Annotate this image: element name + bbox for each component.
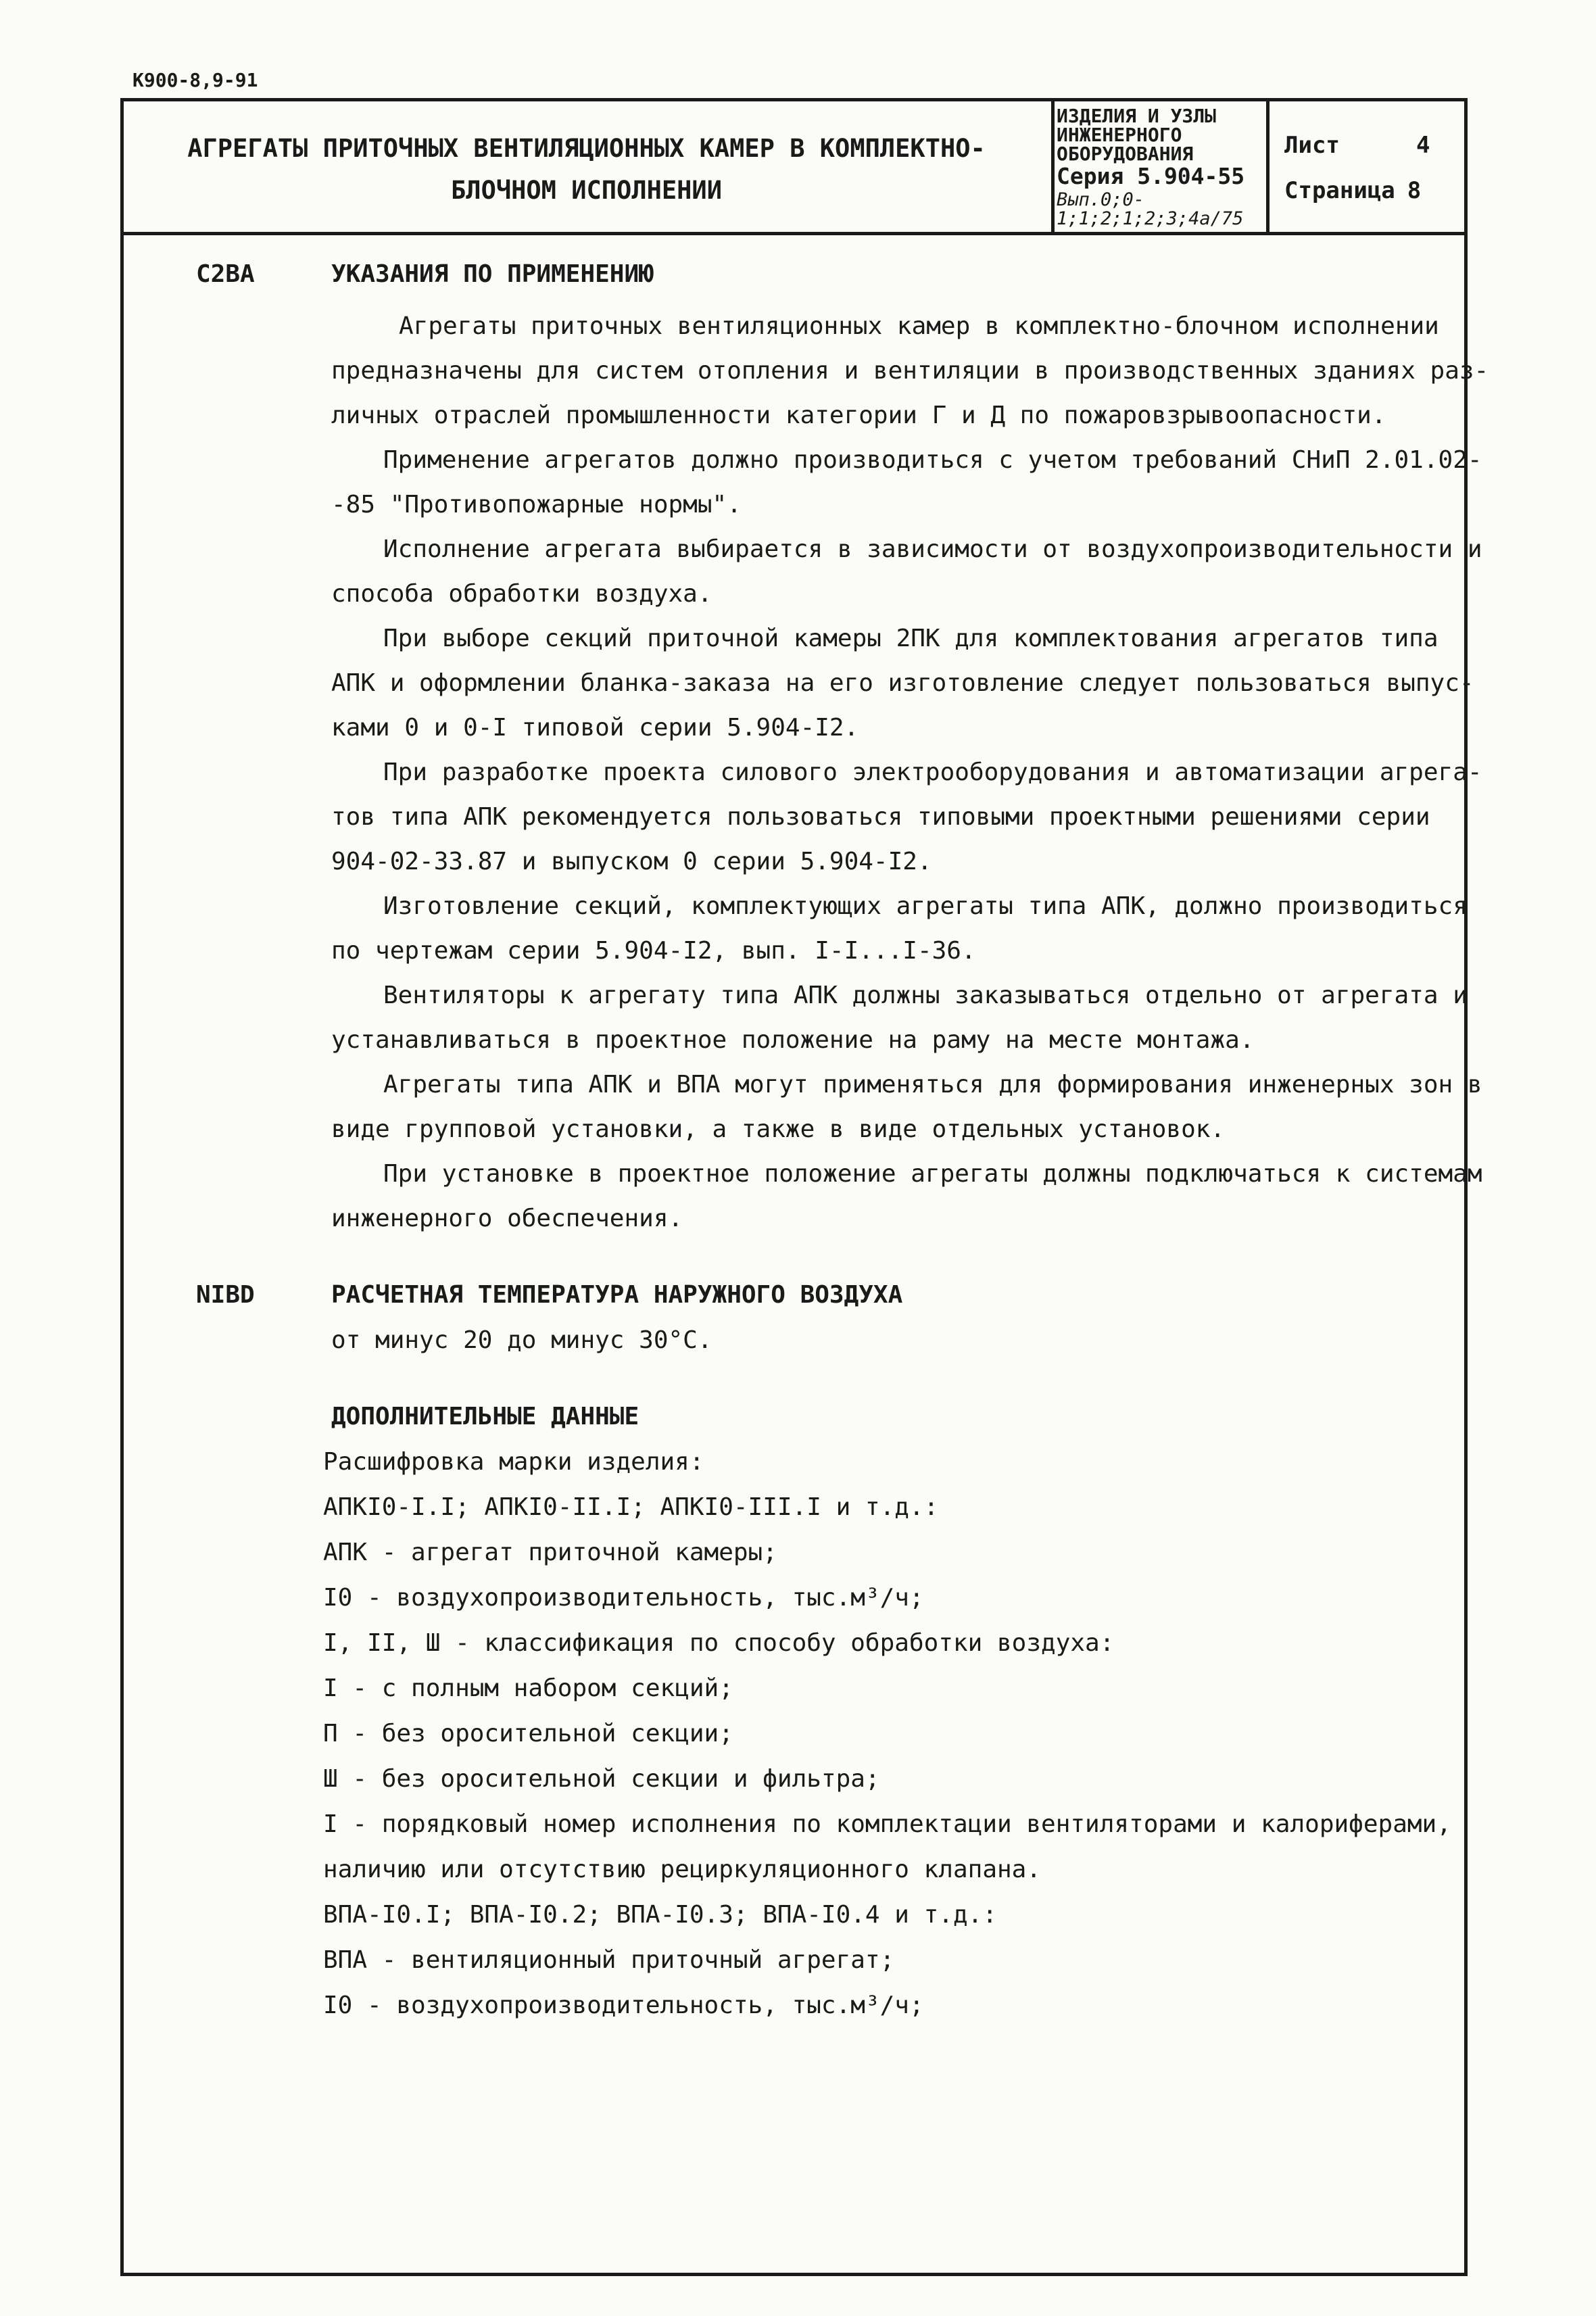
text-line: Агрегаты типа АПК и ВПА могут применяться для формирования инженерных зон в: [383, 1071, 1482, 1099]
section-heading-temperature: РАСЧЕТНАЯ ТЕМПЕРАТУРА НАРУЖНОГО ВОЗДУХА: [331, 1281, 903, 1309]
text-line: Расшифровка марки изделия:: [323, 1448, 704, 1476]
series-line: ИНЖЕНЕРНОГО: [1057, 124, 1182, 146]
text-line: -85 "Противопожарные нормы".: [331, 491, 742, 518]
document-code: К900-8,9-91: [132, 69, 258, 91]
title-block-divider-2: [1266, 98, 1269, 235]
page-label: Страница: [1284, 177, 1395, 204]
sheet-value: 4: [1416, 132, 1430, 159]
text-line: от минус 20 до минус 30°С.: [331, 1326, 712, 1354]
text-line: П - без оросительной секции;: [323, 1720, 733, 1747]
text-line: Ш - без оросительной секции и фильтра;: [323, 1765, 880, 1793]
sheet-label: Лист: [1284, 132, 1340, 159]
series-issues: Вып.0;0-1;1;2;1;2;3;4а/75: [1057, 189, 1244, 229]
text-line: Изготовление секций, комплектующих агрегаты типа АПК, должно производиться: [383, 892, 1468, 920]
section-heading-additional: ДОПОЛНИТЕЛЬНЫЕ ДАННЫЕ: [331, 1403, 639, 1430]
text-line: тов типа АПК рекомендуется пользоваться типовыми проектными решениями серии: [331, 803, 1430, 831]
text-line: АПК - агрегат приточной камеры;: [323, 1539, 777, 1566]
text-line: Агрегаты приточных вентиляционных камер в комплектно-блочном исполнении: [399, 312, 1439, 340]
text-line: ками 0 и 0-I типовой серии 5.904-I2.: [331, 714, 859, 742]
text-line: Исполнение агрегата выбирается в зависимости от воздухопроизводительности и: [383, 535, 1482, 563]
text-line: личных отраслей промышленности категории Г и Д по пожаровзрывоопасности.: [331, 402, 1386, 429]
text-line: виде групповой установки, а также в виде отдельных установок.: [331, 1115, 1226, 1143]
text-line: I - с полным набором секций;: [323, 1674, 733, 1702]
text-line: инженерного обеспечения.: [331, 1205, 683, 1232]
text-line: I0 - воздухопроизводительность, тыс.м³/ч;: [323, 1584, 924, 1612]
text-line: ВПА-I0.I; ВПА-I0.2; ВПА-I0.3; ВПА-I0.4 и т.д.:: [323, 1901, 997, 1929]
series-line: ИЗДЕЛИЯ И УЗЛЫ: [1057, 105, 1217, 127]
text-line: При разработке проекта силового электрооборудования и автоматизации агрега-: [383, 758, 1482, 786]
text-line: предназначены для систем отопления и вентиляции в производственных зданиях раз-: [331, 357, 1489, 385]
text-line: При выборе секций приточной камеры 2ПК для комплектования агрегатов типа: [383, 625, 1438, 652]
text-line: по чертежам серии 5.904-I2, вып. I-I...I-36.: [331, 937, 976, 965]
title-line-1: АГРЕГАТЫ ПРИТОЧНЫХ ВЕНТИЛЯЦИОННЫХ КАМЕР В КОМПЛЕКТНО-: [187, 134, 986, 163]
text-line: Применение агрегатов должно производиться с учетом требований СНиП 2.01.02-: [383, 446, 1482, 474]
text-line: АПКI0-I.I; АПКI0-II.I; АПКI0-III.I и т.д.:: [323, 1493, 939, 1521]
title-block: [125, 101, 1048, 232]
text-line: I - порядковый номер исполнения по комплектации вентиляторами и калориферами,: [323, 1810, 1451, 1838]
section-code-c2ba: C2BA: [196, 260, 255, 288]
title-block-divider-1: [1051, 98, 1055, 235]
text-line: устанавливаться в проектное положение на раму на месте монтажа.: [331, 1026, 1255, 1054]
page-value: 8: [1407, 177, 1422, 204]
text-line: наличию или отсутствию рециркуляционного клапана.: [323, 1856, 1042, 1883]
title-line-2: БЛОЧНОМ ИСПОЛНЕНИИ: [451, 176, 722, 205]
text-line: При установке в проектное положение агрегаты должны подключаться к системам: [383, 1160, 1482, 1188]
text-line: способа обработки воздуха.: [331, 580, 712, 608]
series-line: ОБОРУДОВАНИЯ: [1057, 143, 1194, 165]
text-line: АПК и оформлении бланка-заказа на его изготовление следует пользоваться выпус-: [331, 669, 1474, 697]
section-heading-usage: УКАЗАНИЯ ПО ПРИМЕНЕНИЮ: [331, 260, 654, 288]
text-line: ВПА - вентиляционный приточный агрегат;: [323, 1946, 895, 1974]
page-field: [1284, 177, 1421, 204]
series-number: Серия 5.904-55: [1057, 163, 1245, 189]
series-block: [1057, 107, 1263, 228]
text-line: I0 - воздухопроизводительность, тыс.м³/ч;: [323, 1992, 924, 2019]
text-line: 904-02-33.87 и выпуском 0 серии 5.904-I2.: [331, 848, 932, 875]
section-code-nibd: NIBD: [196, 1281, 255, 1309]
text-line: Вентиляторы к агрегату типа АПК должны заказываться отдельно от агрегата и: [383, 982, 1468, 1009]
sheet-field: [1284, 132, 1430, 159]
text-line: I, II, Ш - классификация по способу обработки воздуха:: [323, 1629, 1115, 1657]
